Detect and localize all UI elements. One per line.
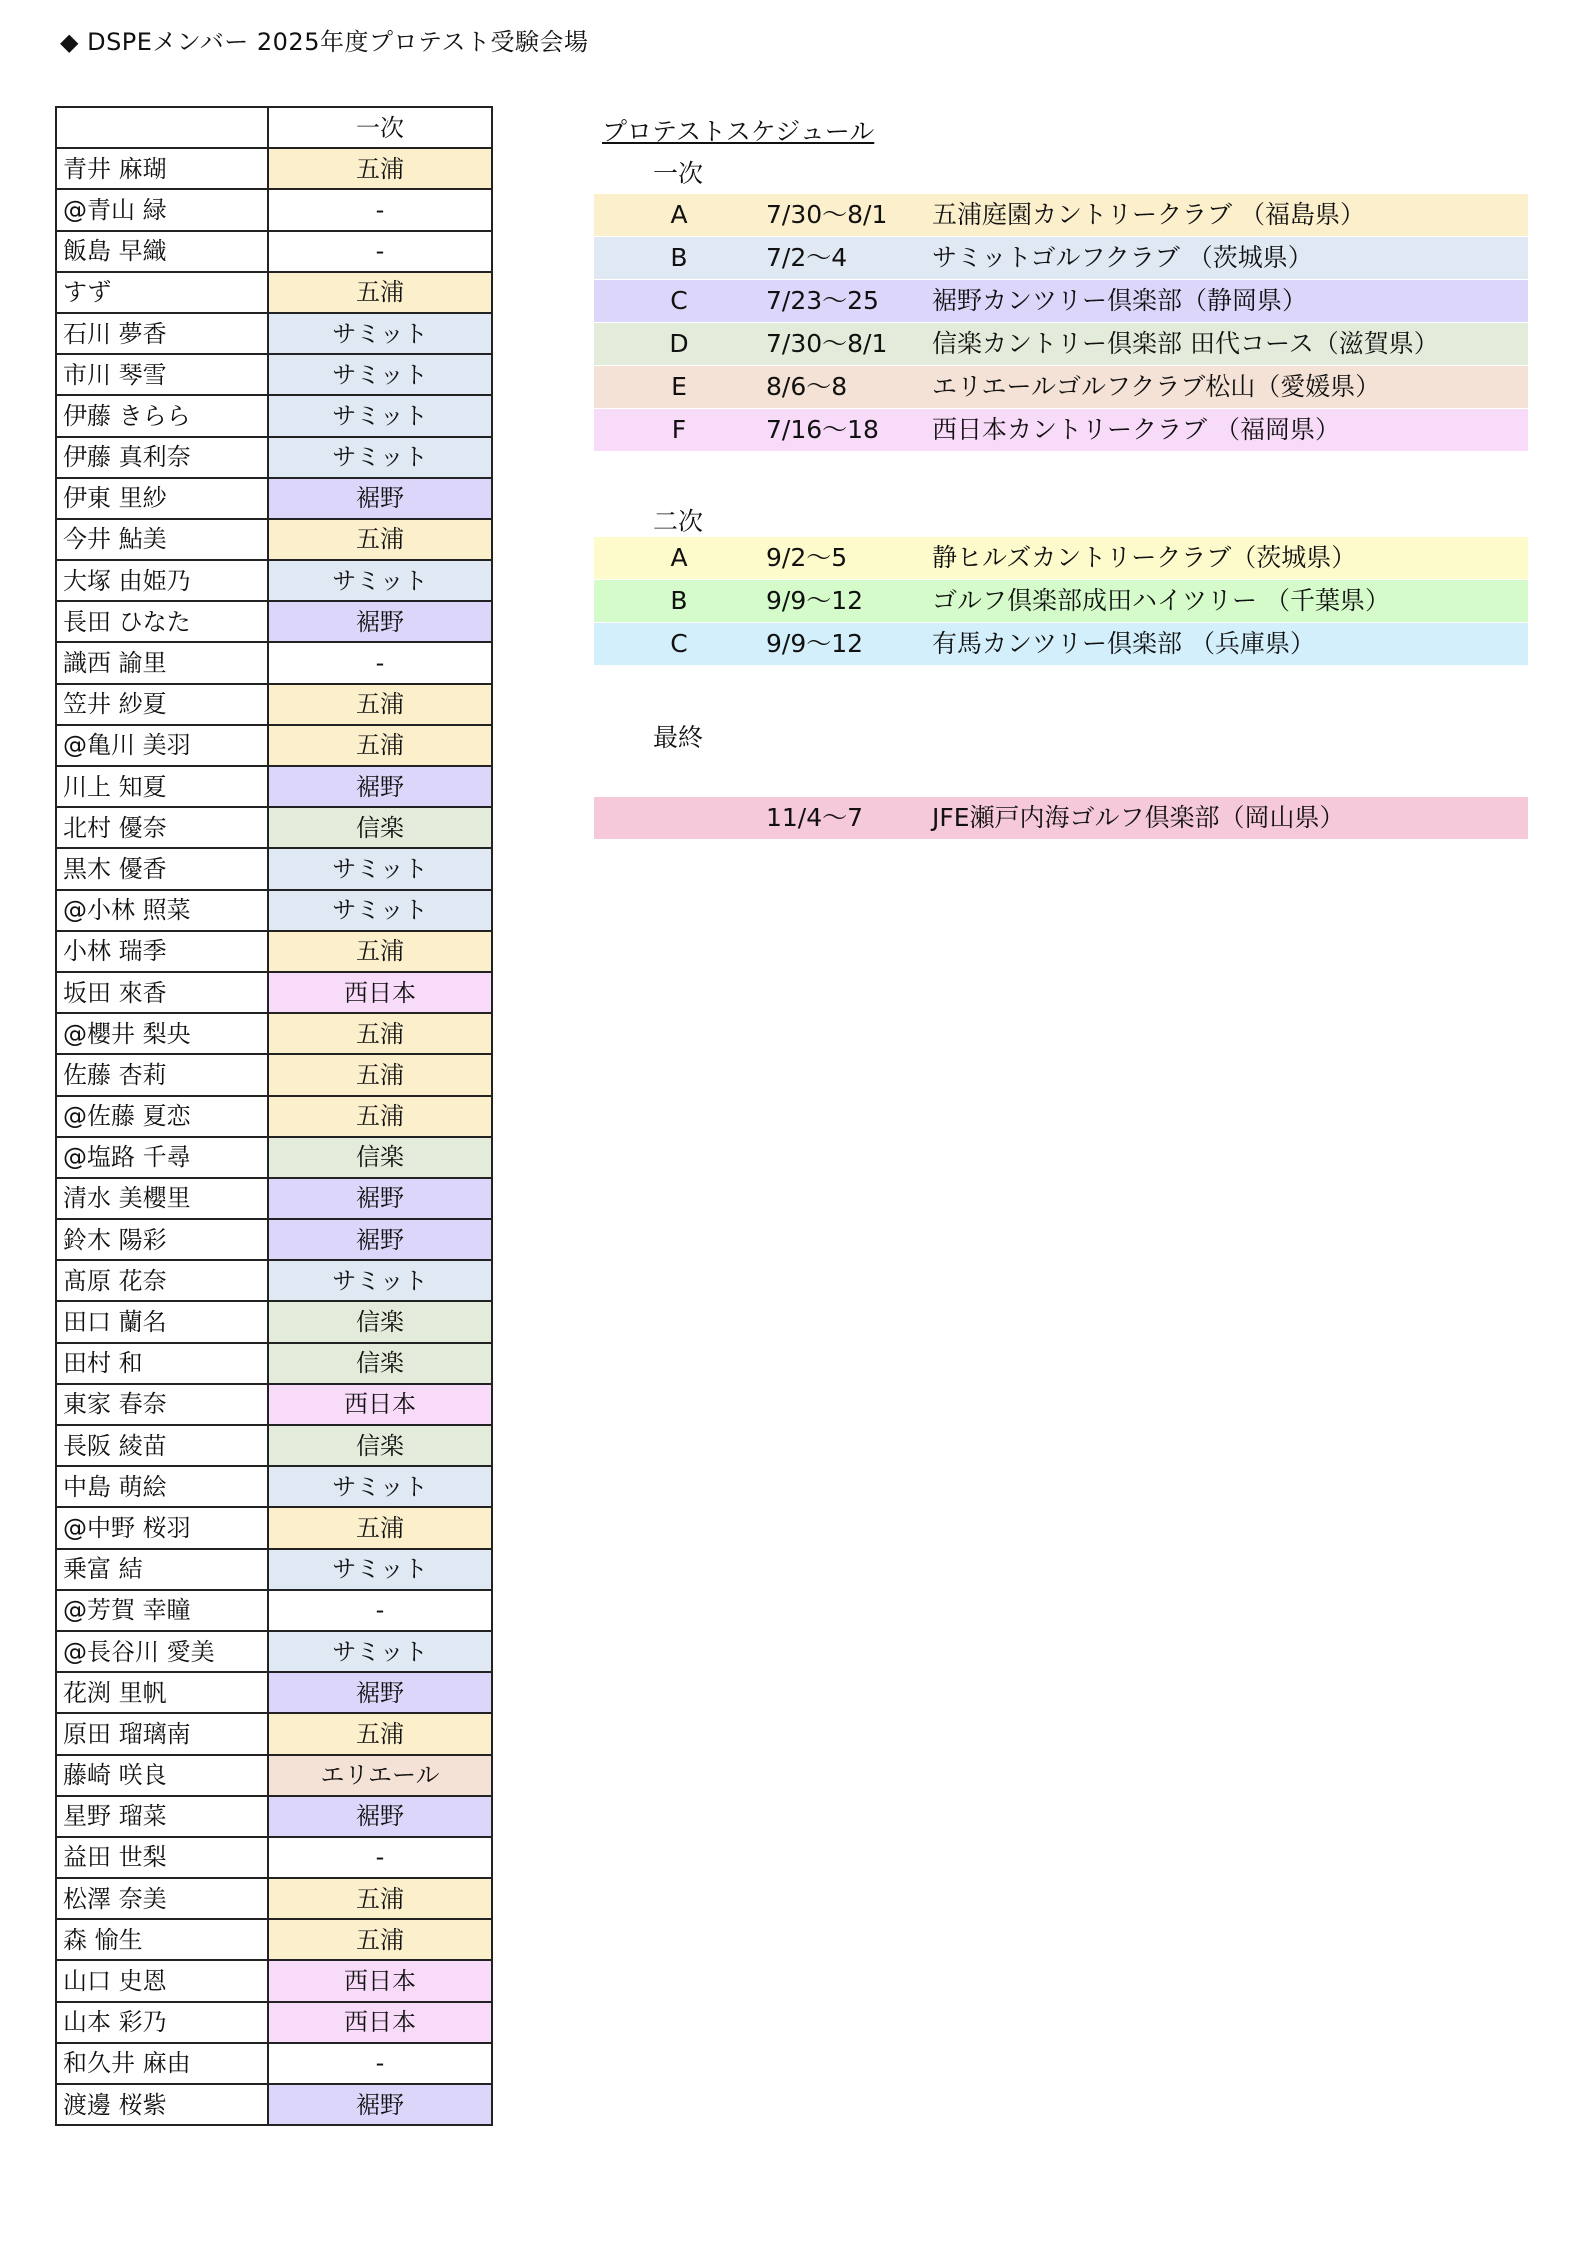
member-venue-cell: 五浦 (268, 519, 492, 560)
table-row (56, 890, 492, 931)
member-venue-cell: サミット (268, 1631, 492, 1672)
member-venue-cell: 西日本 (268, 2002, 492, 2043)
table-row (56, 1096, 492, 1137)
table-row (56, 148, 492, 189)
member-venue-cell: 五浦 (268, 684, 492, 725)
schedule-venue: ゴルフ倶楽部成田ハイツリー （千葉県） (932, 586, 1390, 615)
table-row (56, 1672, 492, 1713)
table-row (56, 972, 492, 1013)
member-venue-cell: 五浦 (268, 148, 492, 189)
member-name-cell: 鈴木 陽彩 (56, 1219, 268, 1260)
member-name-cell: 青井 麻瑚 (56, 148, 268, 189)
member-venue-cell: 五浦 (268, 1096, 492, 1137)
table-row (56, 437, 492, 478)
table-row (56, 1631, 492, 1672)
table-row (56, 1384, 492, 1425)
member-name-cell: 渡邊 桜紫 (56, 2084, 268, 2125)
member-name-cell: @櫻井 梨央 (56, 1013, 268, 1054)
table-row (56, 931, 492, 972)
member-venue-cell: 信楽 (268, 807, 492, 848)
member-venue-cell: 五浦 (268, 1878, 492, 1919)
table-row (56, 1960, 492, 2001)
schedule-code: D (669, 329, 689, 358)
table-row (56, 519, 492, 560)
member-venue-cell: 信楽 (268, 1425, 492, 1466)
member-venue-cell: - (268, 642, 492, 683)
member-name-cell: @芳賀 幸瞳 (56, 1590, 268, 1631)
stage-label-second: 二次 (653, 507, 704, 536)
member-name-cell: @長谷川 愛美 (56, 1631, 268, 1672)
table-row (56, 1054, 492, 1095)
schedule-row (594, 537, 1528, 579)
member-table (55, 106, 493, 2126)
schedule-venue: 裾野カンツリー倶楽部（静岡県） (932, 286, 1308, 315)
table-row (56, 2043, 492, 2084)
member-venue-cell: - (268, 231, 492, 272)
member-venue-cell: - (268, 189, 492, 230)
member-venue-cell: 信楽 (268, 1301, 492, 1342)
table-row (56, 848, 492, 889)
member-name-cell: 大塚 由姫乃 (56, 560, 268, 601)
schedule-row (594, 280, 1528, 322)
member-venue-cell: 西日本 (268, 1960, 492, 2001)
schedule-date: 9/9〜12 (766, 586, 864, 615)
member-venue-cell: - (268, 1837, 492, 1878)
member-name-cell: 石川 夢香 (56, 313, 268, 354)
schedule-code: E (671, 372, 687, 401)
member-name-cell: 山口 史恩 (56, 1960, 268, 2001)
member-name-cell: @塩路 千尋 (56, 1137, 268, 1178)
member-name-cell: 田口 蘭名 (56, 1301, 268, 1342)
table-row (56, 2002, 492, 2043)
member-name-cell: 中島 萌絵 (56, 1466, 268, 1507)
member-name-cell: @小林 照菜 (56, 890, 268, 931)
table-row (56, 1219, 492, 1260)
table-row (56, 1549, 492, 1590)
table-row (56, 725, 492, 766)
member-name-cell: 藤崎 咲良 (56, 1755, 268, 1796)
schedule-date: 7/30〜8/1 (766, 200, 888, 229)
header-name-cell (56, 107, 268, 148)
member-name-cell: 長田 ひなた (56, 601, 268, 642)
table-row (56, 189, 492, 230)
table-row (56, 1013, 492, 1054)
table-row (56, 601, 492, 642)
schedule-venue: 有馬カンツリー倶楽部 （兵庫県） (932, 629, 1315, 658)
member-venue-cell: サミット (268, 313, 492, 354)
member-venue-cell: 西日本 (268, 972, 492, 1013)
member-name-cell: @中野 桜羽 (56, 1507, 268, 1548)
member-venue-cell: 裾野 (268, 1672, 492, 1713)
member-venue-cell: 裾野 (268, 1796, 492, 1837)
member-name-cell: 和久井 麻由 (56, 2043, 268, 2084)
table-row (56, 1755, 492, 1796)
member-venue-cell: 裾野 (268, 1178, 492, 1219)
member-name-cell: 今井 鮎美 (56, 519, 268, 560)
schedule-code: B (670, 243, 688, 272)
schedule-code: A (670, 200, 688, 229)
member-venue-cell: サミット (268, 437, 492, 478)
table-row (56, 684, 492, 725)
member-name-cell: @青山 緑 (56, 189, 268, 230)
table-row (56, 395, 492, 436)
schedule-row (594, 623, 1528, 665)
member-name-cell: 花渕 里帆 (56, 1672, 268, 1713)
table-row (56, 1137, 492, 1178)
schedule-row (594, 580, 1528, 622)
member-venue-cell: 五浦 (268, 1713, 492, 1754)
member-venue-cell: 五浦 (268, 1054, 492, 1095)
member-venue-cell: 裾野 (268, 478, 492, 519)
member-venue-cell: - (268, 2043, 492, 2084)
member-name-cell: 星野 瑠菜 (56, 1796, 268, 1837)
schedule-venue: エリエールゴルフクラブ松山（愛媛県） (932, 372, 1381, 401)
member-venue-cell: サミット (268, 1549, 492, 1590)
member-venue-cell: エリエール (268, 1755, 492, 1796)
header-stage1-cell: 一次 (268, 107, 492, 148)
schedule-code: B (670, 586, 688, 615)
table-row (56, 2084, 492, 2125)
member-name-cell: @亀川 美羽 (56, 725, 268, 766)
member-venue-cell: 五浦 (268, 931, 492, 972)
table-row (56, 1837, 492, 1878)
schedule-date: 9/2〜5 (766, 543, 848, 572)
member-name-cell: 山本 彩乃 (56, 2002, 268, 2043)
table-row (56, 1301, 492, 1342)
member-name-cell: 川上 知夏 (56, 766, 268, 807)
table-row (56, 560, 492, 601)
member-venue-cell: サミット (268, 1466, 492, 1507)
member-venue-cell: サミット (268, 890, 492, 931)
member-name-cell: 伊藤 真利奈 (56, 437, 268, 478)
schedule-date: 11/4〜7 (766, 803, 864, 832)
table-row (56, 231, 492, 272)
table-row (56, 1713, 492, 1754)
member-venue-cell: サミット (268, 1260, 492, 1301)
schedule-row (594, 409, 1528, 451)
table-row (56, 1590, 492, 1631)
stage-label-first: 一次 (653, 159, 704, 188)
member-name-cell: 飯島 早織 (56, 231, 268, 272)
table-row (56, 1919, 492, 1960)
table-row (56, 313, 492, 354)
member-name-cell: 黒木 優香 (56, 848, 268, 889)
member-venue-cell: 五浦 (268, 1507, 492, 1548)
member-name-cell: @佐藤 夏恋 (56, 1096, 268, 1137)
schedule-code: C (670, 286, 688, 315)
table-row (56, 1878, 492, 1919)
member-table-header (56, 107, 492, 148)
member-name-cell: 伊藤 きらら (56, 395, 268, 436)
member-name-cell: 長阪 綾苗 (56, 1425, 268, 1466)
member-name-cell: 松澤 奈美 (56, 1878, 268, 1919)
member-venue-cell: 五浦 (268, 1919, 492, 1960)
member-name-cell: 森 愉生 (56, 1919, 268, 1960)
table-row (56, 807, 492, 848)
member-venue-cell: 五浦 (268, 725, 492, 766)
member-name-cell: 坂田 來香 (56, 972, 268, 1013)
schedule-date: 7/30〜8/1 (766, 329, 888, 358)
member-name-cell: 清水 美櫻里 (56, 1178, 268, 1219)
schedule-date: 7/16〜18 (766, 415, 879, 444)
table-row (56, 766, 492, 807)
page-title: ◆ DSPEメンバー 2025年度プロテスト受験会場 (60, 28, 589, 56)
member-name-cell: 乗富 結 (56, 1549, 268, 1590)
member-name-cell: 東家 春奈 (56, 1384, 268, 1425)
schedule-date: 8/6〜8 (766, 372, 848, 401)
table-row (56, 478, 492, 519)
table-row (56, 272, 492, 313)
member-venue-cell: - (268, 1590, 492, 1631)
member-name-cell: 北村 優奈 (56, 807, 268, 848)
schedule-date: 7/23〜25 (766, 286, 879, 315)
schedule-row (594, 366, 1528, 408)
stage-label-final: 最終 (653, 723, 704, 752)
table-row (56, 1507, 492, 1548)
member-name-cell: 伊東 里紗 (56, 478, 268, 519)
member-venue-cell: 信楽 (268, 1343, 492, 1384)
schedule-row (594, 323, 1528, 365)
schedule-venue: JFE瀬戸内海ゴルフ倶楽部（岡山県） (932, 803, 1345, 832)
member-name-cell: 佐藤 杏莉 (56, 1054, 268, 1095)
table-row (56, 354, 492, 395)
member-venue-cell: 裾野 (268, 1219, 492, 1260)
schedule-venue: 信楽カントリー倶楽部 田代コース（滋賀県） (932, 329, 1439, 358)
member-venue-cell: 裾野 (268, 601, 492, 642)
member-name-cell: 田村 和 (56, 1343, 268, 1384)
table-row (56, 1796, 492, 1837)
member-name-cell: 市川 琴雪 (56, 354, 268, 395)
member-name-cell: 髙原 花奈 (56, 1260, 268, 1301)
schedule-venue: 西日本カントリークラブ （福岡県） (932, 415, 1340, 444)
table-row (56, 1466, 492, 1507)
table-row (56, 642, 492, 683)
member-venue-cell: サミット (268, 560, 492, 601)
schedule-code: F (671, 415, 687, 444)
schedule-row (594, 194, 1528, 236)
member-name-cell: 笠井 紗夏 (56, 684, 268, 725)
member-venue-cell: 裾野 (268, 2084, 492, 2125)
table-row (56, 1343, 492, 1384)
schedule-venue: サミットゴルフクラブ （茨城県） (932, 243, 1313, 272)
member-venue-cell: サミット (268, 395, 492, 436)
schedule-date: 7/2〜4 (766, 243, 848, 272)
member-venue-cell: 五浦 (268, 1013, 492, 1054)
member-venue-cell: サミット (268, 354, 492, 395)
table-row (56, 1260, 492, 1301)
schedule-title: プロテストスケジュール (602, 117, 875, 146)
member-venue-cell: 西日本 (268, 1384, 492, 1425)
member-name-cell: 識西 諭里 (56, 642, 268, 683)
member-venue-cell: 裾野 (268, 766, 492, 807)
member-name-cell: すず (56, 272, 268, 313)
schedule-date: 9/9〜12 (766, 629, 864, 658)
member-venue-cell: 五浦 (268, 272, 492, 313)
member-venue-cell: 信楽 (268, 1137, 492, 1178)
table-row (56, 1178, 492, 1219)
schedule-code: A (670, 543, 688, 572)
schedule-row (594, 797, 1528, 839)
member-name-cell: 益田 世梨 (56, 1837, 268, 1878)
schedule-venue: 静ヒルズカントリークラブ（茨城県） (932, 543, 1357, 572)
schedule-venue: 五浦庭園カントリークラブ （福島県） (932, 200, 1365, 229)
member-venue-cell: サミット (268, 848, 492, 889)
schedule-code: C (670, 629, 688, 658)
table-row (56, 1425, 492, 1466)
member-name-cell: 小林 瑞季 (56, 931, 268, 972)
member-name-cell: 原田 瑠璃南 (56, 1713, 268, 1754)
schedule-row (594, 237, 1528, 279)
